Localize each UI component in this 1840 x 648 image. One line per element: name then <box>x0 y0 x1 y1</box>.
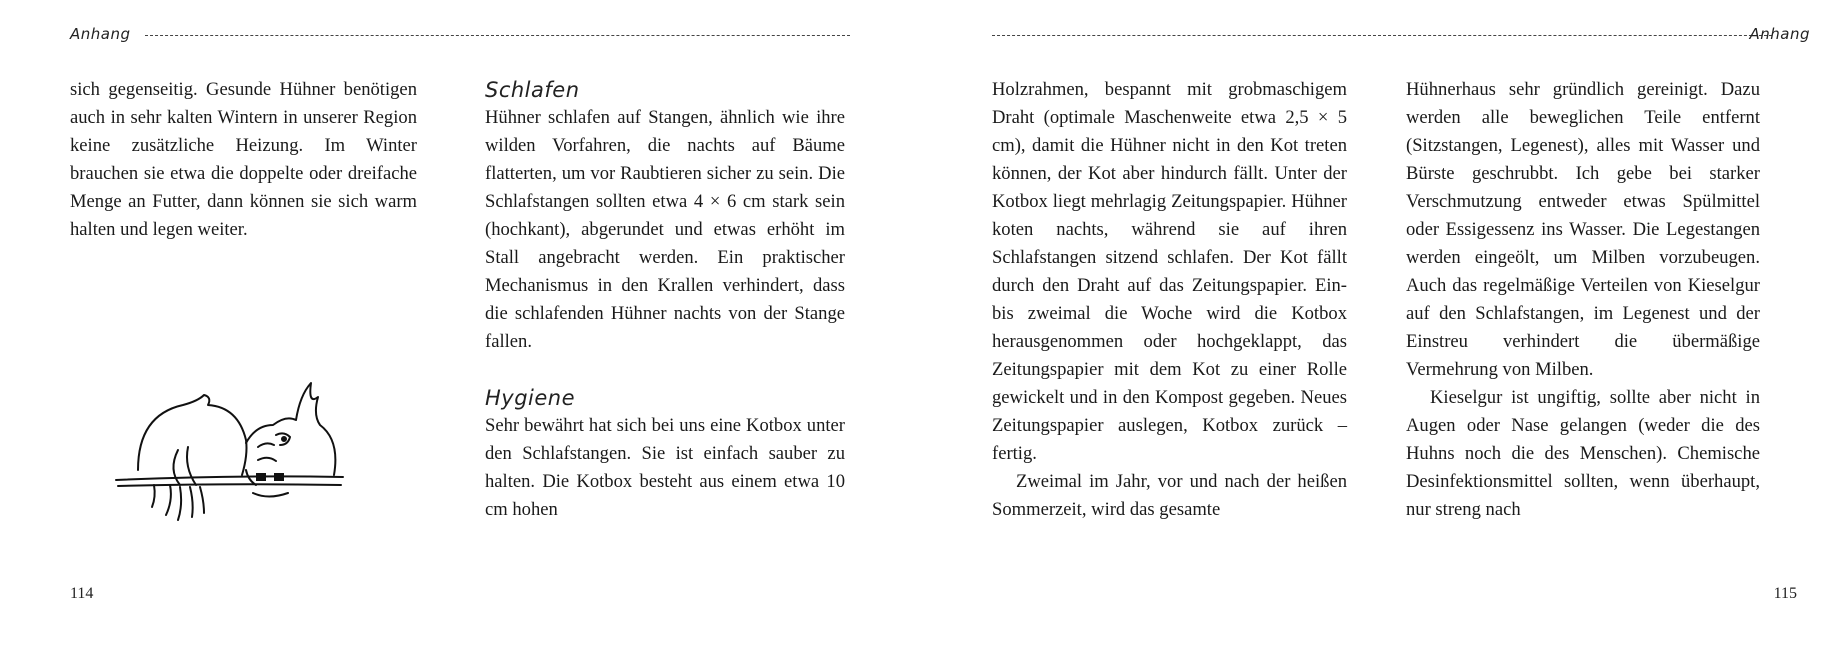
paragraph: Hühner schlafen auf Stangen, ähnlich wie ihre wilden Vorfahren, die nachts auf Bäume flatterten, um vor Raubtieren sicher zu sein. Die Schlafstangen sollten etwa 4 × 6 cm stark sein (hochkant), abgerundet und etwas erhöht im Stall angebracht werden. Ein praktischer Mechanismus in den Krallen verhindert, dass die schlafenden Hühner nachts von der Stange fallen. <box>485 107 845 352</box>
running-header: Anhang <box>1749 25 1810 43</box>
page-number: 115 <box>1773 585 1797 602</box>
text-column-1 <box>70 76 417 244</box>
paragraph: Hühnerhaus sehr gründlich gereinigt. Dazu werden alle beweglichen Teile entfernt (Sitzstangen, Legenest), alles mit Wasser und Bürste geschrubbt. Ich gebe bei starker Verschmutzung entweder etwas Spülmittel oder Essigessenz ins Wasser. Die Legestangen werden eingeölt, um Milben vorzubeugen. Auch das regelmäßige Verteilen von Kieselgur auf den Schlafstangen, im Legenest und der Einstreu verhindert die übermäßige Vermehrung von Milben. <box>1406 79 1760 380</box>
text-column-2 <box>485 76 845 524</box>
paragraph: Zweimal im Jahr, vor und nach der heißen Sommerzeit, wird das gesamte <box>992 471 1347 520</box>
section-heading-hygiene: Hygiene <box>485 386 576 410</box>
paragraph: sich gegenseitig. Gesunde Hühner benötigen auch in sehr kalten Wintern in unserer Region keine zusätzliche Heizung. Im Winter brauchen sie etwa die doppelte oder dreifache Menge an Futter, dann können sie sich warm halten und legen weiter. <box>70 79 417 240</box>
paragraph: Sehr bewährt hat sich bei uns eine Kotbox unter den Schlafstangen. Sie ist einfach sauber zu halten. Die Kotbox besteht aus einem etwa 10 cm hohen <box>485 415 845 520</box>
page-number: 114 <box>70 585 94 602</box>
paragraph: Holzrahmen, bespannt mit grobmaschigem Draht (optimale Maschenweite etwa 2,5 × 5 cm), damit die Hühner nicht in den Kot treten können, der Kot aber hindurch fällt. Unter der Kotbox liegt mehrlagig Zeitungspapier. Hühner koten nachts, während sie auf ihren Schlafstangen sitzend schlafen. Der Kot fällt durch den Draht auf das Zeitungspapier. Ein- bis zweimal die Woche wird die Kotbox herausgenommen oder hochgeklappt, das Zeitungspapier mit dem Kot zu einer Rolle gewickelt und in den Kompost gegeben. Neues Zeitungspapier auslegen, Kotbox zurück – fertig. <box>992 79 1347 464</box>
right-page <box>920 0 1840 648</box>
sleeping-chickens-sketch <box>108 375 358 525</box>
running-header: Anhang <box>70 25 131 43</box>
text-column-1 <box>992 76 1347 524</box>
text-column-2 <box>1406 76 1760 524</box>
section-heading-schlafen: Schlafen <box>485 78 580 102</box>
paragraph: Kieselgur ist ungiftig, sollte aber nicht in Augen oder Nase gelangen (weder die des Huhns noch die des Menschen). Chemische Desinfektionsmittel sollten, wenn überhaupt, nur streng nach <box>1406 387 1760 520</box>
header-rule <box>992 35 1772 36</box>
header-rule <box>145 35 850 36</box>
